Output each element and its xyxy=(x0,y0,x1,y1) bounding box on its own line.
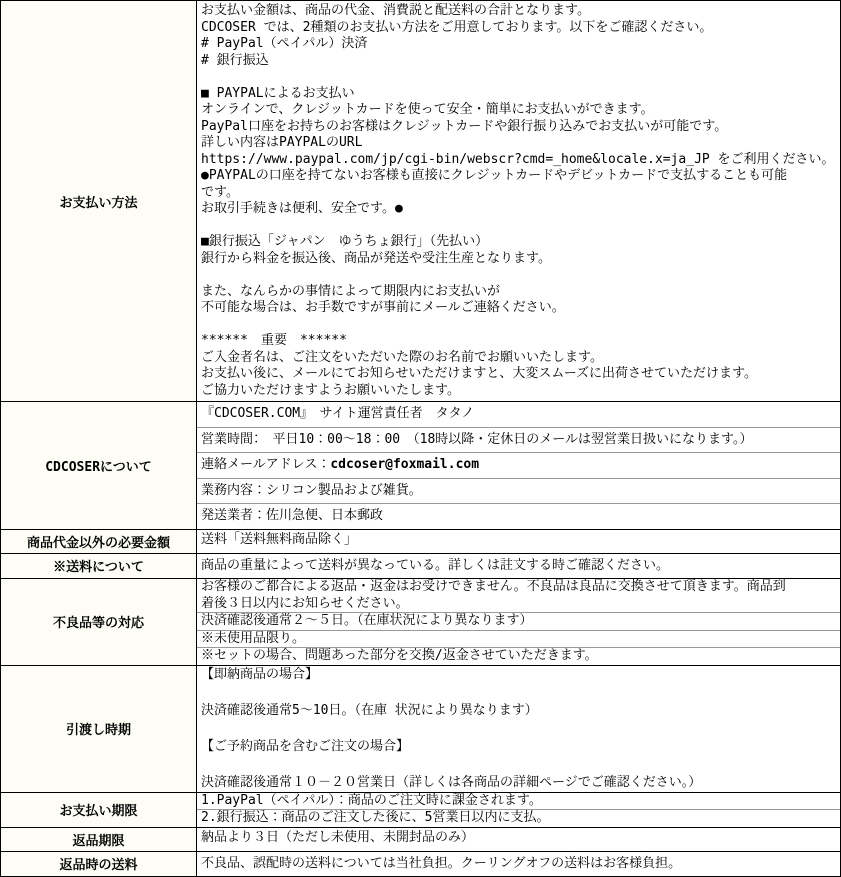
table-row-defective-items xyxy=(1,579,840,666)
text-line xyxy=(201,457,836,474)
text-line: 【即納商品の場合】 xyxy=(201,666,319,682)
text-line: オンラインで、クレジットカードを使って安全・簡単にお支払いができます。 xyxy=(201,102,654,117)
text-line: 着後３日以内にお知らせください。 xyxy=(201,595,409,611)
text-line: ※セットの場合、問題あった部分を交換/返金させていただきます。 xyxy=(201,648,598,663)
row-label-extra-fees: 商品代金以外の必要金額 xyxy=(1,530,197,553)
contact-email-label: 連絡メールアドレス： xyxy=(201,457,331,472)
text-line: # 銀行振込 xyxy=(201,52,269,68)
row-content-return-deadline xyxy=(197,828,840,851)
table-row-about-cdcoser xyxy=(1,402,840,530)
content-sub-cell xyxy=(197,579,840,613)
text-line: PayPal口座をお持ちのお客様はクレジットカードや銀行振り込みでお支払いが可能です。 xyxy=(201,118,728,134)
text-line: ご入金者名は、ご注文をいただいた際のお名前でお願いいたします。 xyxy=(201,349,603,365)
content-sub-cell xyxy=(197,613,840,631)
row-label-about-cdcoser: CDCOSERについて xyxy=(1,402,197,529)
table-row-return-deadline xyxy=(1,828,840,852)
content-sub-cell xyxy=(197,631,840,649)
text-line xyxy=(201,684,836,702)
text-line xyxy=(201,69,836,86)
text-line xyxy=(201,720,836,738)
text-line: 詳しい内容はPAYPALのURL xyxy=(201,135,363,150)
text-line: お支払い後に、メールにてお知らせいただけますと、大変スムーズに出荷させていただけます。 xyxy=(201,366,758,381)
content-sub-cell xyxy=(197,453,840,479)
text-line: 1.PayPal（ペイパル）：商品のご注文時に課金されます。 xyxy=(201,792,542,808)
table-row-return-shipping xyxy=(1,852,840,877)
row-content-about-shipping xyxy=(197,554,840,579)
text-line: 決済確認後通常5～10日。（在庫 状況により異なります） xyxy=(201,702,538,718)
content-sub-cell xyxy=(197,810,840,827)
text-line: 『CDCOSER.COM』 サイト運営責任者 タタノ xyxy=(201,406,475,421)
text-line xyxy=(201,317,836,334)
text-line: 銀行から料金を振込後、商品が発送や受注生産となります。 xyxy=(201,250,551,266)
text-line: # PayPal（ペイパル）決済 xyxy=(201,36,368,51)
contact-email: cdcoser@foxmail.com xyxy=(330,457,480,472)
text-line xyxy=(201,267,836,284)
text-line xyxy=(201,756,836,774)
content-sub-cell xyxy=(197,428,840,454)
row-label-payment-deadline: お支払い期限 xyxy=(1,793,197,827)
text-line: 納品より３日（ただし未使用、未開封品のみ） xyxy=(201,829,475,845)
row-label-return-deadline: 返品期限 xyxy=(1,828,197,851)
text-line: 【ご予約商品を含むご注文の場合】 xyxy=(201,738,410,754)
row-content-delivery-time xyxy=(197,666,840,792)
row-content-defective-items xyxy=(197,579,840,665)
row-label-payment-method: お支払い方法 xyxy=(1,1,197,401)
content-sub-cell xyxy=(197,530,840,551)
text-line: ●PAYPALの口座を持てないお客様も直接にクレジットカードやデビットカードで支払することも可能 xyxy=(201,168,788,183)
text-line: ■銀行振込「ジャパン ゆうちょ銀行」（先払い） xyxy=(201,234,489,249)
content-sub-cell xyxy=(197,554,840,579)
row-content-payment-method xyxy=(197,1,840,401)
text-line: お支払い金額は、商品の代金、消費説と配送料の合計となります。 xyxy=(201,3,590,18)
text-line: CDCOSER では、2種類のお支払い方法をご用意しております。以下をご確認ください。 xyxy=(201,19,713,35)
text-line: 業務内容：シリコン製品および雑貨。 xyxy=(201,482,422,498)
text-line: ※未使用品限り。 xyxy=(201,630,306,646)
table-row-about-shipping xyxy=(1,554,840,580)
row-content-payment-deadline xyxy=(197,793,840,827)
content-sub-cell xyxy=(197,852,840,877)
text-line: 決済確認後通常２～５日。（在庫状況により異なります） xyxy=(201,613,533,628)
text-line: 不良品、誤配時の送料については当社負担。クーリングオフの送料はお客様負担。 xyxy=(201,855,682,871)
content-sub-cell xyxy=(197,793,840,811)
table-row-payment-deadline xyxy=(1,793,840,828)
text-line: ご協力いただけますようお願いいたします。 xyxy=(201,382,460,398)
text-line: です。 xyxy=(201,184,239,200)
text-line: 発送業者：佐川急便、日本郵政 xyxy=(201,508,384,523)
row-content-about-cdcoser xyxy=(197,402,840,529)
text-line: お取引手続きは便利、安全です。● xyxy=(201,201,403,216)
text-line: 不可能な場合は、お手数ですが事前にメールご連絡ください。 xyxy=(201,300,565,315)
text-line: また、なんらかの事情によって期限内にお支払いが xyxy=(201,283,501,299)
text-line: 商品の重量によって送料が異なっている。詳しくは註文する時ご確認ください。 xyxy=(201,557,670,573)
text-line: お客様のご都合による返品・返金はお受けできません。不良品は良品に交換させて頂きます。商品到 xyxy=(201,579,786,594)
text-line: 2.銀行振込：商品のご注文した後に、5営業日以内に支払。 xyxy=(201,810,550,825)
text-line: ****** 重要 ****** xyxy=(201,333,347,348)
row-label-about-shipping: ※送料について xyxy=(1,554,197,579)
row-content-extra-fees xyxy=(197,530,840,553)
text-line: 決済確認後通常１０－２０営業日（詳しくは各商品の詳細ページでご確認ください。） xyxy=(201,774,702,790)
text-line: 送料「送料無料商品除く」 xyxy=(201,531,358,547)
content-sub-cell xyxy=(197,504,840,529)
row-label-defective-items: 不良品等の対応 xyxy=(1,579,197,665)
text-line: ■ PAYPALによるお支払い xyxy=(201,85,355,101)
row-content-return-shipping xyxy=(197,852,840,877)
table-row-delivery-time xyxy=(1,666,840,793)
row-label-delivery-time: 引渡し時期 xyxy=(1,666,197,792)
text-line: 営業時間： 平日10：00～18：00 （18時以降・定休日のメールは翌営業日扱いになります。） xyxy=(201,431,753,447)
content-sub-cell xyxy=(197,648,840,665)
text-line: https://www.paypal.com/jp/cgi-bin/webscr?cmd=_home&locale.x=ja_JP をご利用ください。 xyxy=(201,151,835,167)
content-sub-cell xyxy=(197,402,840,428)
text-line xyxy=(201,218,836,235)
content-sub-cell xyxy=(197,666,840,792)
table-row-extra-fees xyxy=(1,530,840,554)
content-sub-cell xyxy=(197,479,840,505)
content-sub-cell xyxy=(197,1,840,401)
row-label-return-shipping: 返品時の送料 xyxy=(1,852,197,877)
content-sub-cell xyxy=(197,828,840,849)
table-row-payment-method xyxy=(1,1,840,402)
